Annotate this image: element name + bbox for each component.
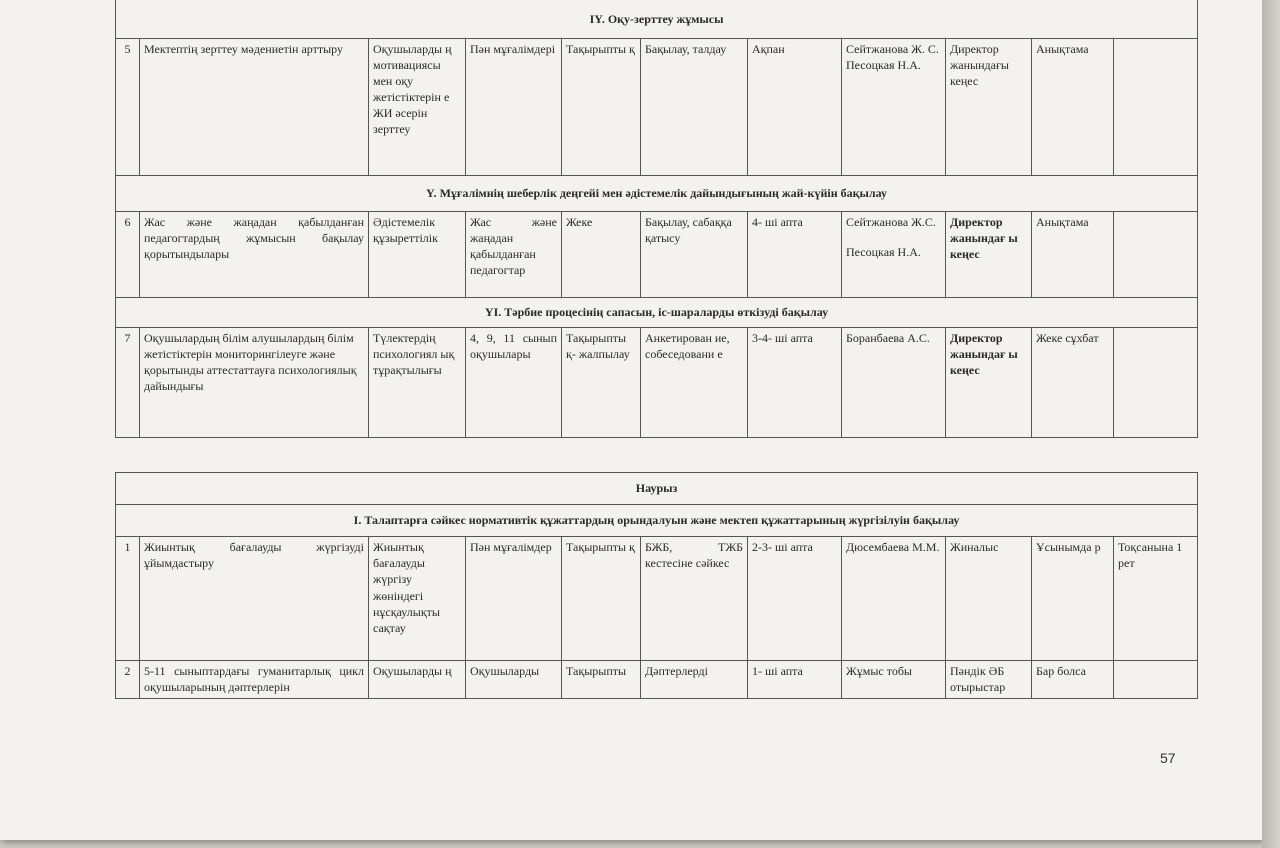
row-number: 5 — [116, 38, 140, 175]
cell-result: Анықтама — [1032, 211, 1114, 297]
cell-object: Пән мұғалімдер — [466, 537, 562, 661]
cell-review: Директор жанындағы кеңес — [946, 38, 1032, 175]
cell-review: Директор жанындағ ы кеңес — [946, 211, 1032, 297]
cell-topic: Оқушылардың білім алушылардың білім жетістіктерін мониторингілеуге және қорытынды аттестаттауға психологиялық дайындығы — [140, 327, 369, 437]
cell-object: Оқушыларды — [466, 661, 562, 699]
section-header-teacher-skill: Y. Мұғалімнің шеберлік деңгейі мен әдістемелік дайындығының жай-күйін бақылау — [116, 175, 1198, 211]
row-number: 1 — [116, 537, 140, 661]
section-header-documents: I. Талаптарға сәйкес нормативтік құжаттардың орындалуын және мектеп құжаттарының жүргізілуін бақылау — [116, 505, 1198, 537]
cell-topic: Жиынтық бағалауды жүргізуді ұйымдастыру — [140, 537, 369, 661]
cell-topic: 5-11 сыныптардағы гуманитарлық цикл оқушыларының дәптерлерін — [140, 661, 369, 699]
cell-responsible: Боранбаева А.С. — [842, 327, 946, 437]
cell-type: Тақырыпты — [562, 661, 641, 699]
cell-method: Бақылау, талдау — [641, 38, 748, 175]
cell-time: 1- ші апта — [748, 661, 842, 699]
cell-type: Тақырыпты қ — [562, 537, 641, 661]
page-number: 57 — [1160, 750, 1176, 766]
cell-time: 4- ші апта — [748, 211, 842, 297]
cell-type: Тақырыпты қ — [562, 38, 641, 175]
row-number: 2 — [116, 661, 140, 699]
cell-goal: Жиынтық бағалауды жүргізу жөніндегі нұсқаулықты сақтау — [369, 537, 466, 661]
cell-goal: Әдістемелік құзыреттілік — [369, 211, 466, 297]
cell-review: Директор жанындағ ы кеңес — [946, 327, 1032, 437]
cell-time: 3-4- ші апта — [748, 327, 842, 437]
paper-edge — [1262, 0, 1280, 848]
row-number: 6 — [116, 211, 140, 297]
cell-goal: Түлектердің психологиял ық тұрақтылығы — [369, 327, 466, 437]
cell-responsible: Сейтжанова Ж. С. Песоцкая Н.А. — [842, 38, 946, 175]
cell-method: Бақылау, сабаққа қатысу — [641, 211, 748, 297]
row-number: 7 — [116, 327, 140, 437]
cell-review: Пәндік ӘБ отырыстар — [946, 661, 1032, 699]
cell-result: Жеке сұхбат — [1032, 327, 1114, 437]
cell-method: Дәптерлерді — [641, 661, 748, 699]
cell-responsible: Жұмыс тобы — [842, 661, 946, 699]
cell-time: 2-3- ші апта — [748, 537, 842, 661]
cell-extra — [1114, 661, 1198, 699]
section-header-education: YI. Тәрбие процесінің сапасын, іс-шараларды өткізуді бақылау — [116, 297, 1198, 327]
cell-topic: Жас және жаңадан қабылданған педагогтардың жұмысын бақылау қорытындылары — [140, 211, 369, 297]
cell-topic: Мектептің зерттеу мәдениетін арттыру — [140, 38, 369, 175]
cell-type: Тақырыпты қ- жалпылау — [562, 327, 641, 437]
cell-goal: Оқушыларды ң мотивациясы мен оқу жетістіктерін е ЖИ әсерін зерттеу — [369, 38, 466, 175]
section-header-research: IY. Оқу-зерттеу жұмысы — [116, 0, 1198, 38]
cell-extra — [1114, 327, 1198, 437]
cell-result: Анықтама — [1032, 38, 1114, 175]
control-plan-table-february — [115, 0, 1198, 438]
control-plan-table-march — [115, 472, 1198, 699]
cell-time: Ақпан — [748, 38, 842, 175]
responsible-name-2: Песоцкая Н.А. — [846, 244, 921, 259]
cell-extra — [1114, 211, 1198, 297]
month-header: Наурыз — [116, 473, 1198, 505]
cell-result: Бар болса — [1032, 661, 1114, 699]
cell-object: 4, 9, 11 сынып оқушылары — [466, 327, 562, 437]
responsible-name-1: Сейтжанова Ж.С. — [846, 214, 936, 229]
cell-result: Ұсынымда р — [1032, 537, 1114, 661]
cell-extra: Тоқсанына 1 рет — [1114, 537, 1198, 661]
cell-object: Жас және жаңадан қабылданған педагогтар — [466, 211, 562, 297]
cell-method: БЖБ, ТЖБ кестесіне сәйкес — [641, 537, 748, 661]
cell-goal: Оқушыларды ң — [369, 661, 466, 699]
cell-responsible — [842, 211, 946, 297]
cell-object: Пән мұғалімдері — [466, 38, 562, 175]
cell-method: Анкетирован ие, собеседовани е — [641, 327, 748, 437]
cell-extra — [1114, 38, 1198, 175]
cell-responsible: Дюсембаева М.М. — [842, 537, 946, 661]
cell-review: Жиналыс — [946, 537, 1032, 661]
cell-type: Жеке — [562, 211, 641, 297]
